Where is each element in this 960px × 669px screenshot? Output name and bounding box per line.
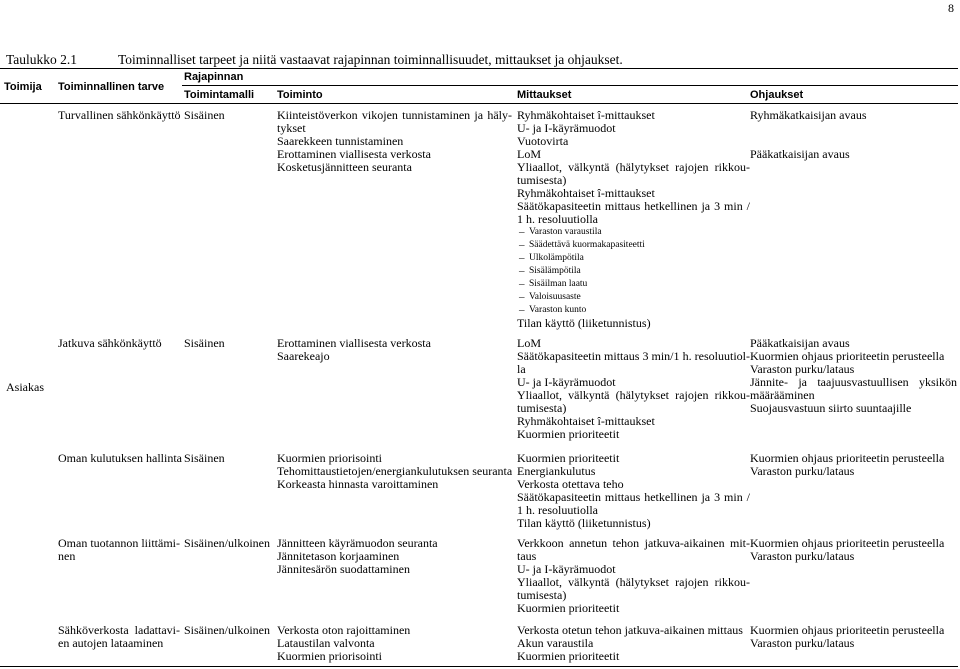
- row-4-need: Oman tuotannon liittämi- nen: [58, 536, 180, 563]
- row-4-functions: Jännitteen käyrämuodon seuranta Jännitetason korjaaminen Jännitesärön suodattaminen: [277, 536, 438, 576]
- header-toiminto: Toiminto: [277, 89, 323, 101]
- row-1-controls: Ryhmäkatkaisijan avaus Pääkatkaisijan avaus: [750, 108, 867, 161]
- bullet-item: – Valoisuusaste: [517, 291, 750, 304]
- page-number: 8: [948, 1, 954, 15]
- header-toimija: Toimija: [4, 81, 42, 93]
- caption-label: Taulukko 2.1: [6, 52, 78, 67]
- header-rajapinnan: Rajapinnan: [184, 71, 244, 83]
- table-caption: [6, 52, 623, 67]
- row-4-measurements: Verkkoon annetun tehon jatkuva-aikainen mit- taus U- ja I-käyrämuodot Yliaallot, välkyntä (hälytykset rajojen rikkou- tumisesta) Kuormien prioriteetit: [517, 536, 750, 615]
- header-mittaukset: Mittaukset: [517, 89, 572, 101]
- row-3-measurements: Kuormien prioriteetit Energiankulutus Verkosta otettava teho Säätökapasiteetin mittaus hetkellinen ja 3 min / 1 h. resoluutiolla Tilan käyttö (liiketunnistus): [517, 451, 750, 530]
- actor-cell: Asiakas: [6, 380, 44, 394]
- header-ohjaukset: Ohjaukset: [750, 89, 804, 101]
- header-span-rule: [182, 85, 958, 86]
- row-5-need: Sähköverkosta ladattavi- en autojen lataaminen: [58, 623, 180, 650]
- row-2-controls: Pääkatkaisijan avaus Kuormien ohjaus prioriteetin perusteella Varaston purku/lataus Jännite- ja taajuusvastuullisen yksikön määrääminen Suojausvastuun siirto suuntaajille: [750, 336, 957, 415]
- row-5-model: Sisäinen/ulkoinen: [184, 623, 270, 637]
- row-2-functions: Erottaminen viallisesta verkosta Saarekeajo: [277, 336, 431, 363]
- caption-title: Toiminnalliset tarpeet ja niitä vastaavat rajapinnan toiminnallisuudet, mittaukset ja ohjaukset.: [118, 52, 623, 67]
- row-3-functions: Kuormien priorisointi Tehomittaustietojen/energiankulutuksen seuranta Korkeasta hinnasta varoittaminen: [277, 451, 513, 491]
- row-4-model: Sisäinen/ulkoinen: [184, 536, 270, 550]
- header-toimintamalli: Toimintamalli: [184, 89, 255, 101]
- table-bottom-rule: [0, 666, 958, 667]
- bullet-item: – Säädettävä kuormakapasiteetti: [517, 239, 750, 252]
- row-1-measurements: Ryhmäkohtaiset î-mittaukset U- ja I-käyrämuodot Vuotovirta LoM Yliaallot, välkyntä (hälytykset rajojen rikkou- tumisesta) Ryhmäkohtaiset î-mittaukset Säätökapasiteetin mittaus hetkellinen ja 3 min / 1 h. resoluutiolla – Varaston varaustila – Säädettävä kuormakapasiteetti – Ulkolämpötila – Sisälämpötila – Sisäilman laatu – Valoisuusaste – Varaston kunto Tilan käyttö (liiketunnistus): [517, 109, 750, 330]
- bullet-item: – Varaston kunto: [517, 304, 750, 317]
- row-3-need: Oman kulutuksen hallinta: [58, 451, 182, 465]
- table-top-rule: [0, 68, 958, 69]
- row-5-functions: Verkosta oton rajoittaminen Lataustilan valvonta Kuormien priorisointi: [277, 623, 411, 663]
- row-2-model: Sisäinen: [184, 336, 225, 350]
- row-4-controls: Kuormien ohjaus prioriteetin perusteella Varaston purku/lataus: [750, 536, 945, 563]
- header-tarve: Toiminnallinen tarve: [58, 81, 165, 93]
- row-2-need: Jatkuva sähkönkäyttö: [58, 336, 162, 350]
- row-3-model: Sisäinen: [184, 451, 225, 465]
- header-bottom-rule: [0, 103, 958, 104]
- row-3-controls: Kuormien ohjaus prioriteetin perusteella Varaston purku/lataus: [750, 451, 945, 478]
- row-2-measurements: LoM Säätökapasiteetin mittaus 3 min/1 h. resoluutiol- la U- ja I-käyrämuodot Yliaallot, välkyntä (hälytykset rajojen rikkou- tumisesta) Ryhmäkohtaiset î-mittaukset Kuormien prioriteetit: [517, 336, 750, 441]
- row-1-model: Sisäinen: [184, 108, 225, 122]
- row-5-measurements: Verkosta otetun tehon jatkuva-aikainen mittaus Akun varaustila Kuormien prioriteetit: [517, 623, 743, 663]
- bullet-item: – Sisäilman laatu: [517, 278, 750, 291]
- bullet-item: – Sisälämpötila: [517, 265, 750, 278]
- bullet-item: – Ulkolämpötila: [517, 252, 750, 265]
- bullet-item: – Varaston varaustila: [517, 226, 750, 239]
- row-5-controls: Kuormien ohjaus prioriteetin perusteella Varaston purku/lataus: [750, 623, 945, 650]
- row-1-functions: Kiinteistöverkon vikojen tunnistaminen ja häly- tykset Saarekkeen tunnistaminen Erottaminen viallisesta verkosta Kosketusjännitteen seuranta: [277, 108, 512, 174]
- row-1-need: Turvallinen sähkönkäyttö: [58, 108, 181, 122]
